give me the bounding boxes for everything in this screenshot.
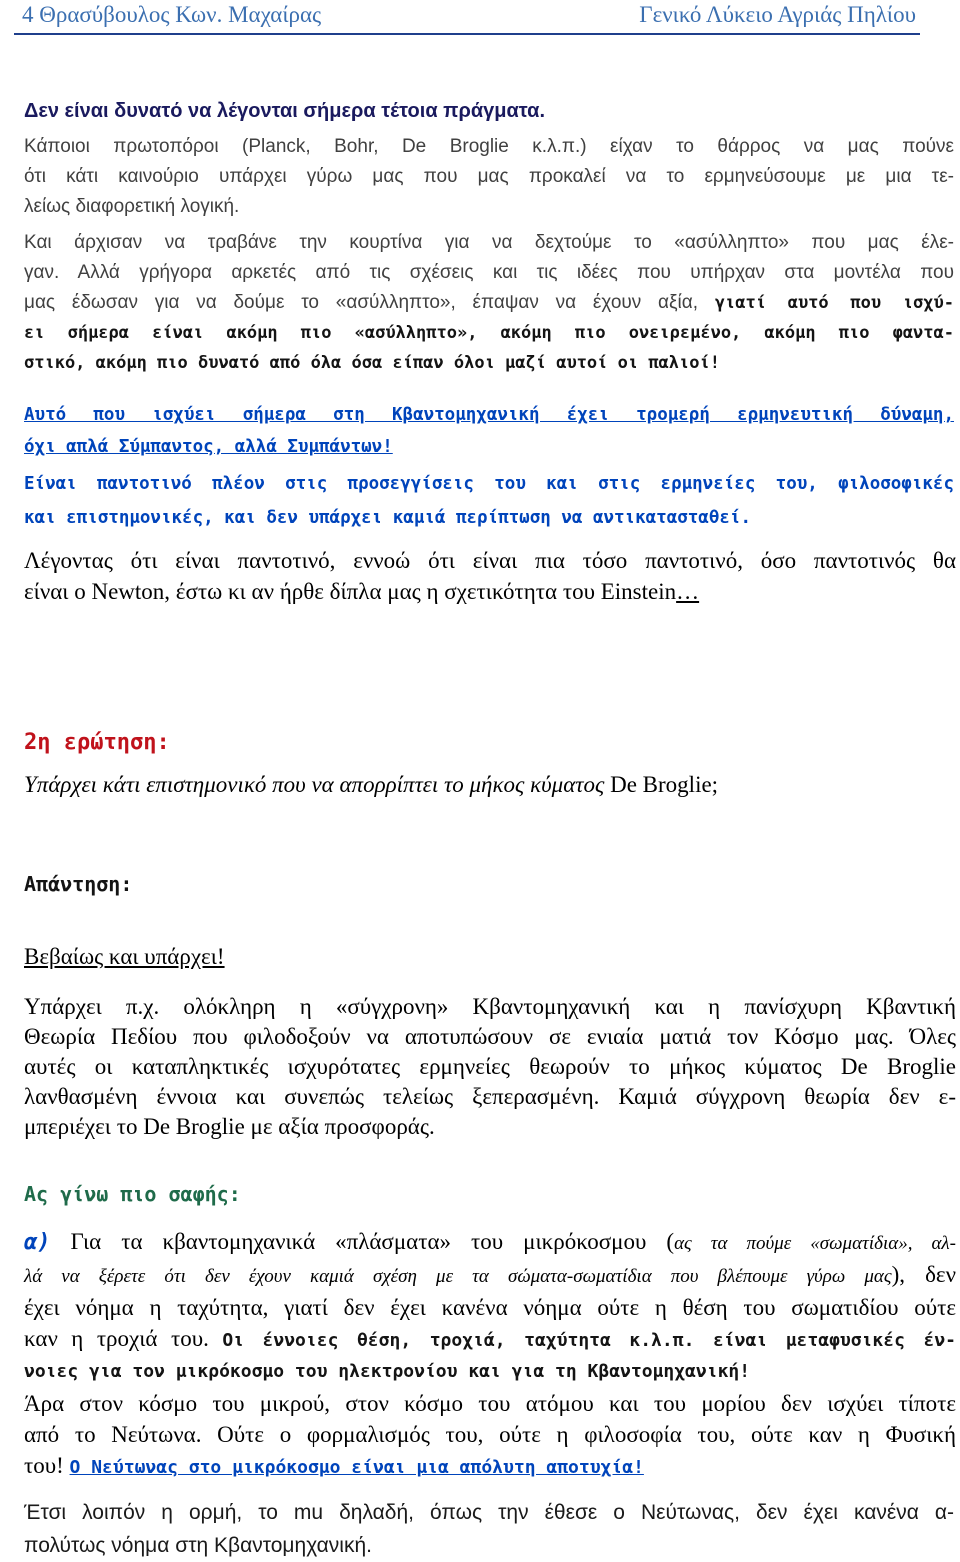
paragraph-pioneers [24, 132, 954, 222]
item-label: α) [24, 1230, 51, 1255]
text-line: λείως διαφορετική λογική. [24, 196, 240, 217]
clarify-title: Ας γίνω πιο σαφής: [24, 1182, 241, 1206]
question-italic: Υπάρχει κάτι επιστημονικό που να απορρίπτει το μήκος κύματος [24, 772, 605, 797]
text-line: λανθασμένη έννοια και συνεπώς τελείως ξεπερασμένη. Καμιά σύγχρονη θεωρία δεν ε- [24, 1084, 956, 1109]
text-line: Υπάρχει π.χ. ολόκληρη η «σύγχρονη» Κβαντομηχανική και η πανίσχυρη Κβαντική [24, 994, 956, 1019]
text-line: Είναι παντοτινό πλέον στις προσεγγίσεις του και στις ερμηνείες του, φιλοσοφικές [24, 474, 954, 494]
text-run: μας έδωσαν για να δούμε το «ασύλληπτο», έπαψαν να έχουν αξία, [24, 292, 715, 313]
text-line: πολύτως νόημα στη Κβαντομηχανική. [24, 1534, 372, 1557]
text-line: μπεριέχει το De Broglie με αξία προσφοράς. [24, 1114, 435, 1139]
text-run: καν η τροχιά του. [24, 1326, 223, 1351]
blue-statement [24, 467, 954, 535]
header-left: 4 Θρασύβουλος Κων. Μαχαίρας [22, 2, 322, 27]
italic-run: ας τα πούμε «σωματίδια», αλ- [674, 1233, 956, 1254]
text-line: Αυτό που ισχύει σήμερα στη Κβαντομηχανική έχει τρομερή ερμηνευτική δύναμη, [24, 405, 954, 425]
text-run: ), δεν [891, 1262, 956, 1287]
text-run: είναι ο Newton, έστω κι αν ήρθε δίπλα μας η σχετικότητα του Einstein [24, 579, 677, 604]
text-line [24, 288, 954, 318]
section-heading [24, 98, 960, 124]
text-line: Άρα στον κόσμο του μικρού, στον κόσμο του ατόμου και του μορίου δεν ισχύει τίποτε [24, 1391, 956, 1416]
paragraph-a [24, 1226, 956, 1387]
bold-line: ει σήμερα είναι ακόμη πιο «ασύλληπτο», ακόμη πιο ονειρεμένο, ακόμη πιο φαντα- [24, 323, 954, 343]
underlined-statement: Ο Νεύτωνας στο μικρόκοσμο είναι μια απόλυτη αποτυχία! [69, 1457, 644, 1478]
text-line: Έτσι λοιπόν η ορμή, το mu δηλαδή, όπως την έθεσε ο Νεύτωνας, δεν έχει κανένα α- [24, 1501, 954, 1524]
header-rule [14, 33, 920, 35]
text-run: του! [24, 1453, 70, 1478]
question-title: 2η ερώτηση: [24, 730, 170, 755]
text-line: και επιστημονικές, και δεν υπάρχει καμιά περίπτωση να αντικατασταθεί. [24, 508, 751, 528]
text-line [24, 1323, 956, 1356]
text-line [24, 1259, 956, 1292]
bold-run: γιατί αυτό που ισχύ- [714, 293, 954, 313]
text-line: Λέγοντας ότι είναι παντοτινό, εννοώ ότι είναι πια τόσο παντοτινό, όσο παντοτινός θα [24, 548, 956, 573]
text-line: Θεωρία Πεδίου που φιλοδοξούν να αποτυπώσουν σε ενιαία ματιά τον Κόσμο μας. Όλες [24, 1024, 956, 1049]
blue-underlined-statement [24, 399, 954, 463]
bold-line: νοιες για τον μικρόκοσμο του ηλεκτρονίου και για τη Κβαντομηχανική! [24, 1361, 751, 1382]
question-plain: De Broglie; [604, 772, 719, 797]
text-line [24, 576, 956, 607]
text-line: αυτές οι καταπληκτικές ισχυρότατες ερμηνείες θεωρούν το μήκος κύματος De Broglie [24, 1054, 956, 1079]
header-right: Γενικό Λύκειο Αγριάς Πηλίου [639, 2, 916, 27]
bold-run: Οι έννοιες θέση, τροχιά, ταχύτητα κ.λ.π. είναι μεταφυσικές έν- [222, 1330, 956, 1351]
text-line: Και άρχισαν να τραβάνε την κουρτίνα για να δεχτούμε το «ασύλληπτο» που μας έλε- [24, 232, 954, 253]
ellipsis: … [676, 579, 700, 604]
text-run: Για τα κβαντομηχανικά «πλάσματα» του μικρόκοσμου ( [50, 1229, 675, 1254]
heading-text: Δεν είναι δυνατό να λέγονται σήμερα τέτοια πράγματα. [24, 100, 546, 122]
paragraph-c [24, 1496, 954, 1562]
paragraph-newton [24, 545, 956, 607]
text-line: γαν. Αλλά γρήγορα αρκετές από τις σχέσεις και τις ιδέες που υπήρχαν στα μοντέλα που [24, 262, 954, 283]
text-line: ότι κάτι καινούριο υπάρχει γύρω μας που μας προκαλεί να το ερμηνεύσουμε με μια τε- [24, 166, 954, 187]
text-line [24, 1450, 956, 1483]
question-text [24, 770, 960, 799]
text-line: Κάποιοι πρωτοπόροι (Planck, Bohr, De Broglie κ.λ.π.) είχαν το θάρρος να μας πούνε [24, 136, 954, 157]
text-line: όχι απλά Σύμπαντος, αλλά Συμπάντων! [24, 437, 393, 457]
text-line: έχει νόημα η ταχύτητα, γιατί δεν έχει κανένα νόημα ούτε η θέση του σωματιδίου ούτε [24, 1295, 956, 1320]
paragraph-curtain [24, 228, 954, 378]
paragraph-b [24, 1388, 956, 1483]
paragraph-modern-theory [24, 992, 956, 1142]
page-header [22, 0, 916, 34]
answer-title: Απάντηση: [24, 872, 133, 896]
bold-line: στικό, ακόμη πιο δυνατό από όλα όσα είπαν όλοι μαζί αυτοί οι παλιοί! [24, 353, 720, 373]
italic-run: λά να ξέρετε ότι δεν έχουν καμιά σχέση με τα σώματα-σωματίδια που βλέπουμε γύρω μας [24, 1266, 892, 1287]
text-line [24, 1226, 956, 1259]
text-line: από το Νεύτωνα. Ούτε ο φορμαλισμός του, ούτε η φιλοσοφία του, ούτε καν η Φυσική [24, 1422, 956, 1447]
answer-lead: Βεβαίως και υπάρχει! [24, 944, 225, 969]
